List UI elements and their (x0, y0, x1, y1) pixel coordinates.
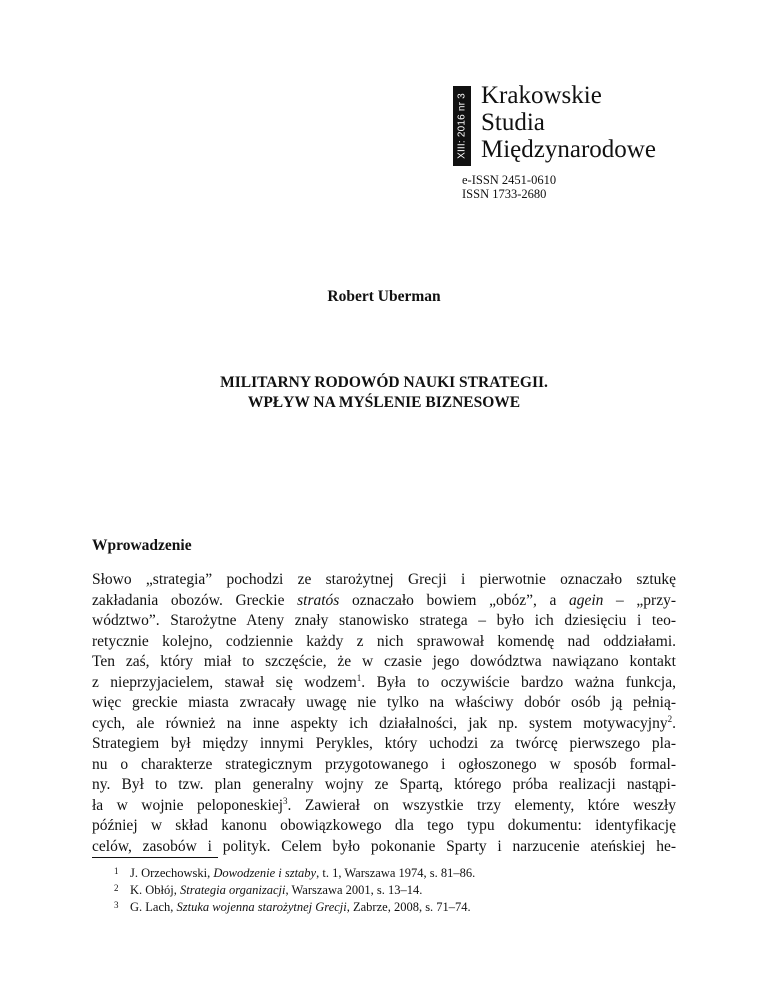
issn-block (462, 173, 556, 201)
footnote: 2 K. Obłój, Strategia organizacji, Warszawa 2001, s. 13–14. (92, 882, 692, 899)
body-line: retycznie kolejno, codziennie każdy z nich sprawował komendę nad oddziałami. (92, 632, 676, 650)
title-line: WPŁYW NA MYŚLENIE BIZNESOWE (247, 394, 521, 411)
journal-name-line: Międzynarodowe (481, 136, 656, 163)
footnotes (92, 865, 692, 916)
author-name: Robert Uberman (327, 288, 441, 305)
journal-name (481, 82, 656, 163)
body-line: z nieprzyjacielem, stawał się wodzem$^1$. Była to oczywiście bardzo ważna funkcja, (92, 672, 676, 691)
issue-band (453, 86, 471, 166)
body-line: celów, zasobów i polityk. Celem było pokonanie Sparty i narzucenie ateńskiej he- (92, 837, 676, 855)
issn: ISSN 1733-2680 (462, 187, 547, 201)
issue-label: XIII: 2016 nr 3 (456, 93, 468, 159)
footnote-ref[interactable]: 1 (356, 672, 362, 683)
body-line: ny. Był to tzw. plan generalny wojny ze Spartą, którego próba realizacji nastąpi- (92, 776, 676, 793)
body-line: zakładania obozów. Greckie stratós oznaczało bowiem „obóz”, a agein – „przy- (92, 591, 676, 609)
section-heading: Wprowadzenie (92, 537, 192, 554)
article-title (0, 373, 768, 413)
footnote-number: 2 (114, 883, 119, 893)
body-line: później w skład kanonu obowiązkowego dla tego typu dokumentu: identyfikację (92, 817, 676, 834)
footnote: 3 G. Lach, Sztuka wojenna starożytnej Grecji, Zabrze, 2008, s. 71–74. (92, 899, 692, 916)
journal-masthead (453, 82, 713, 166)
body-line: cych, ale również na inne aspekty ich działalności, jak np. system motywacyjny$^2$. (92, 713, 676, 732)
body-line: ła w wojnie peloponeskiej$^3$. Zawierał on wszystkie trzy elementy, które weszły (92, 795, 677, 814)
footnote-divider (92, 857, 218, 858)
footnote-ref[interactable]: 2 (667, 713, 673, 724)
title-line: MILITARNY RODOWÓD NAUKI STRATEGII. (220, 374, 548, 391)
eissn: e-ISSN 2451-0610 (462, 173, 557, 187)
term-agein: agein (568, 591, 604, 609)
body-text (92, 570, 676, 857)
body-line: Strategiem był między innymi Perykles, który uchodzi za twórcę pierwszego pla- (92, 735, 676, 752)
body-line: nu o charakterze strategicznym przygotowanego i ogłoszonego w sposób formal- (92, 755, 676, 773)
body-line: Słowo „strategia” pochodzi ze starożytnej Grecji i pierwotnie oznaczało sztukę (92, 571, 676, 588)
body-line: wództwo”. Starożytne Ateny znały stanowisko stratega – było ich dziesięciu i teo- (92, 612, 676, 629)
term-stratos: stratós (297, 591, 340, 609)
body-line: więc greckie miasta zwracały uwagę nie tylko na właściwy dobór osób ją pełnią- (92, 694, 676, 711)
body-line: Ten zaś, który miał to szczęście, że w czasie jego dowództwa nawiązano kontakt (92, 653, 676, 670)
footnote: 1 J. Orzechowski, Dowodzenie i sztaby, t. 1, Warszawa 1974, s. 81–86. (92, 865, 692, 882)
journal-name-line: Studia (481, 109, 545, 136)
journal-name-line: Krakowskie (481, 82, 602, 109)
footnote-ref[interactable]: 3 (283, 795, 288, 806)
footnote-number: 3 (114, 900, 119, 910)
footnote-number: 1 (114, 866, 119, 876)
